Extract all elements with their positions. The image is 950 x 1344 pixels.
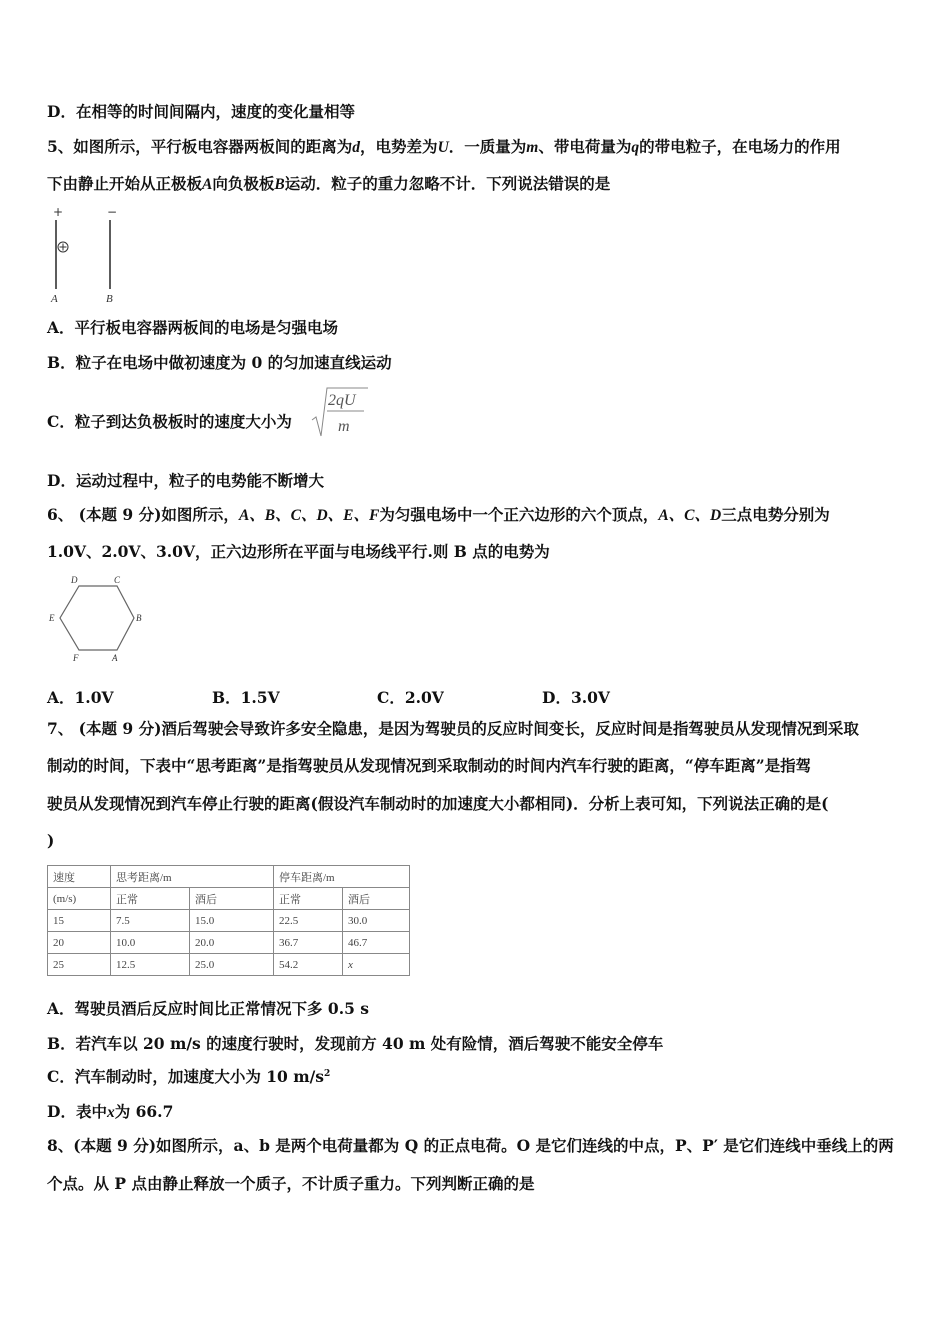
subheader-cell: 正常	[274, 888, 343, 910]
var-points: A、B、C、D、E、F	[238, 507, 380, 524]
q5-text: 、带电荷量为	[538, 137, 632, 156]
q7-option-d-text: 为 66.7	[114, 1102, 174, 1121]
table-cell: 7.5	[111, 910, 190, 932]
q5-stem-line2	[47, 175, 610, 195]
table-row	[48, 954, 410, 976]
table-header-row	[48, 866, 410, 888]
q5-text: 向负极板	[212, 174, 275, 193]
var-d: d	[352, 139, 361, 156]
var-B: B	[274, 176, 285, 193]
var-m: m	[526, 139, 539, 156]
q6-text: 三点电势分别为	[721, 505, 830, 524]
table-subheader-row	[48, 888, 410, 910]
plate-b-label: B	[106, 293, 113, 305]
q8-stem-line2: 个点。从 P 点由静止释放一个质子，不计质子重力。下列判断正确的是	[47, 1174, 535, 1193]
var-A: A	[202, 176, 213, 193]
table-cell: 36.7	[274, 932, 343, 954]
think-distance-header: 思考距离/m	[111, 866, 274, 888]
hex-label-e: E	[49, 613, 55, 623]
var-x: x	[106, 1104, 115, 1121]
hex-label-f: F	[73, 653, 79, 663]
q7-stem-line1: 7、 (本题 9 分)酒后驾驶会导致许多安全隐患，是因为驾驶员的反应时间变长，反应时间是指驾驶员从发现情况到采取	[47, 719, 859, 738]
hexagon	[60, 586, 134, 650]
hexagon-figure	[44, 572, 154, 664]
plate-a-label: A	[51, 293, 58, 305]
q7-option-a: A．驾驶员酒后反应时间比正常情况下多 0.5 s	[47, 999, 370, 1018]
q5-text: 运动．粒子的重力忽略不计．下列说法错误的是	[284, 174, 611, 193]
q6-option-a: A．1.0V	[47, 688, 114, 707]
q7-stem-line4: )	[47, 831, 55, 850]
hex-label-c: C	[114, 575, 121, 585]
q6-option-b: B．1.5V	[212, 688, 280, 707]
q6-text: 为匀强电场中一个正六边形的六个顶点，	[379, 505, 659, 524]
hex-label-a: A	[112, 653, 118, 663]
subheader-cell: 正常	[111, 888, 190, 910]
q7-option-c	[47, 1068, 330, 1087]
q5-text: ，电势差为	[360, 137, 438, 156]
q7-option-d	[47, 1103, 173, 1123]
braking-distance-table	[47, 865, 410, 976]
table-cell: 15.0	[190, 910, 274, 932]
speed-header: 速度	[48, 866, 111, 888]
q7-option-b: B．若汽车以 20 m/s 的速度行驶时，发现前方 40 m 处有险情，酒后驾驶不能安全停车	[47, 1034, 664, 1053]
q7-stem-line2: 制动的时间，下表中“思考距离”是指驾驶员从发现情况到采取制动的时间内汽车行驶的距离，“停车距离”是指驾	[47, 756, 812, 775]
table-cell: 46.7	[343, 932, 410, 954]
table-cell: x	[343, 954, 410, 976]
q7-stem-line3: 驶员从发现情况到汽车停止行驶的距离(假设汽车制动时的加速度大小都相同)．分析上表可知，下列说法正确的是(	[47, 794, 829, 813]
q5-text: 5、如图所示，平行板电容器两板间的距离为	[47, 137, 353, 156]
q5-text: 下由静止开始从正极板	[47, 174, 203, 193]
q5-stem-line1	[47, 138, 841, 158]
minus-label: −	[107, 205, 118, 219]
q6-option-c: C．2.0V	[377, 688, 444, 707]
q5-text: 的带电粒子，在电场力的作用	[639, 137, 841, 156]
table-row	[48, 910, 410, 932]
stop-distance-header: 停车距离/m	[274, 866, 410, 888]
q5-option-d: D．运动过程中，粒子的电势能不断增大	[47, 471, 324, 490]
plus-label: +	[53, 205, 64, 219]
table-cell: 20.0	[190, 932, 274, 954]
table-cell: 25.0	[190, 954, 274, 976]
var-acd: A、C、D	[658, 507, 722, 524]
table-cell: 20	[48, 932, 111, 954]
capacitor-figure	[44, 205, 134, 307]
var-U: U	[437, 139, 449, 156]
subheader-cell: 酒后	[343, 888, 410, 910]
q6-stem-line1	[47, 506, 830, 526]
q6-stem-line2: 1.0V、2.0V、3.0V，正六边形所在平面与电场线平行.则 B 点的电势为	[47, 542, 550, 561]
q5-option-b: B．粒子在电场中做初速度为 0 的匀加速直线运动	[47, 353, 392, 372]
table-row	[48, 932, 410, 954]
hex-label-b: B	[136, 613, 142, 623]
hex-label-d: D	[71, 575, 78, 585]
table-cell: 30.0	[343, 910, 410, 932]
table-cell: 22.5	[274, 910, 343, 932]
formula-numerator: 2qU	[328, 392, 356, 409]
superscript-2: 2	[324, 1068, 331, 1079]
table-cell: 12.5	[111, 954, 190, 976]
q5-option-c: C．粒子到达负极板时的速度大小为	[47, 412, 292, 431]
subheader-cell: 酒后	[190, 888, 274, 910]
speed-unit: (m/s)	[48, 888, 111, 910]
q4-option-d: D．在相等的时间间隔内，速度的变化量相等	[47, 102, 355, 121]
q5-option-a: A．平行板电容器两板间的电场是匀强电场	[47, 318, 339, 337]
q7-option-c-text: C．汽车制动时，加速度大小为 10 m/s	[47, 1067, 324, 1086]
q5-text: ．一质量为	[448, 137, 527, 156]
sqrt-formula	[310, 386, 370, 438]
table-cell: 25	[48, 954, 111, 976]
table-cell: 10.0	[111, 932, 190, 954]
table-cell: 15	[48, 910, 111, 932]
table-cell: 54.2	[274, 954, 343, 976]
q6-option-d: D．3.0V	[542, 688, 610, 707]
var-q: q	[631, 139, 640, 156]
q6-text: 6、 (本题 9 分)如图所示，	[47, 505, 239, 524]
q8-stem-line1: 8、(本题 9 分)如图所示，a、b 是两个电荷量都为 Q 的正点电荷。O 是它们连线的中点，P、P′ 是它们连线中垂线上的两	[47, 1136, 894, 1155]
q7-option-d-text: D．表中	[47, 1102, 107, 1121]
formula-denominator: m	[338, 418, 350, 435]
